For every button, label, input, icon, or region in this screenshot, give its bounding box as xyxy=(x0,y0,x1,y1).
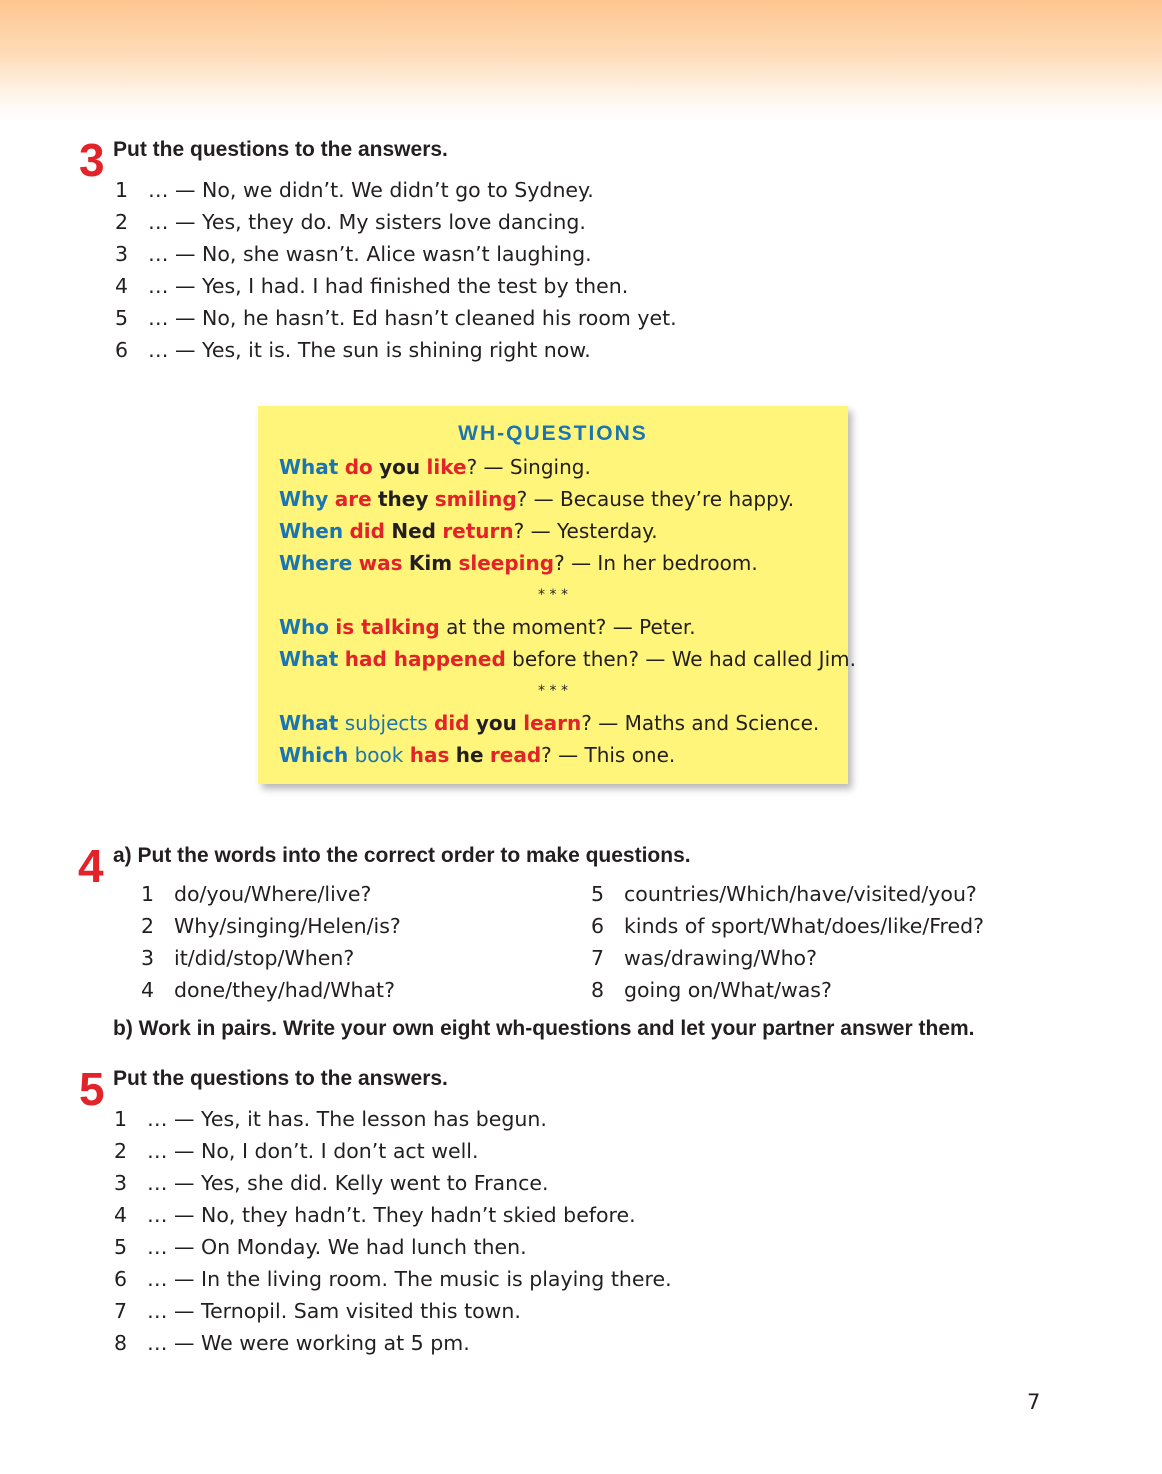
list-item xyxy=(591,878,984,910)
list-item xyxy=(115,302,677,334)
example-segment: did xyxy=(349,519,385,543)
list-item xyxy=(114,1327,672,1359)
example-line xyxy=(279,547,856,579)
item-number: 7 xyxy=(591,946,605,970)
item-number: 5 xyxy=(114,1235,128,1259)
item-number: 8 xyxy=(591,978,605,1002)
example-segment: you xyxy=(379,455,421,479)
item-number: 4 xyxy=(141,978,155,1002)
exercise-4-right-list xyxy=(591,878,984,1006)
item-number: 3 xyxy=(114,1171,128,1195)
example-segment: Kim xyxy=(408,551,453,575)
example-segment: ? — Maths and Science. xyxy=(581,711,820,735)
item-number: 5 xyxy=(591,882,605,906)
item-text: … — No, they hadn’t. They hadn’t skied before. xyxy=(147,1203,636,1227)
item-number: 1 xyxy=(114,1107,128,1131)
example-segment: had happened xyxy=(344,647,506,671)
example-line xyxy=(279,451,856,483)
example-segment: Which xyxy=(279,743,349,767)
item-number: 8 xyxy=(114,1331,128,1355)
list-item xyxy=(114,1231,672,1263)
list-item xyxy=(114,1263,672,1295)
list-item xyxy=(114,1103,672,1135)
wh-questions-box xyxy=(258,406,856,784)
example-line xyxy=(279,739,856,771)
example-segment: he xyxy=(455,743,484,767)
item-text: kinds of sport/What/does/like/Fred? xyxy=(624,914,985,938)
list-item xyxy=(115,270,677,302)
item-text: … — No, we didn’t. We didn’t go to Sydney. xyxy=(148,178,594,202)
item-text: was/drawing/Who? xyxy=(624,946,817,970)
item-number: 1 xyxy=(141,882,155,906)
item-text: … — We were working at 5 pm. xyxy=(147,1331,470,1355)
item-text: … — Ternopil. Sam visited this town. xyxy=(147,1299,521,1323)
list-item xyxy=(141,910,401,942)
item-number: 6 xyxy=(591,914,605,938)
wh-questions-examples xyxy=(279,451,856,771)
example-segment: ? — Yesterday. xyxy=(513,519,658,543)
item-number: 2 xyxy=(114,1139,128,1163)
exercise-3-number: 3 xyxy=(79,134,105,186)
exercise-5-list xyxy=(114,1103,672,1359)
exercise-4-number: 4 xyxy=(78,840,104,892)
item-number: 3 xyxy=(115,242,129,266)
item-text: … — Yes, they do. My sisters love dancing. xyxy=(148,210,586,234)
exercise-5-title: Put the questions to the answers. xyxy=(113,1067,448,1090)
item-text: … — In the living room. The music is playing there. xyxy=(147,1267,672,1291)
item-number: 2 xyxy=(141,914,155,938)
item-text: it/did/stop/When? xyxy=(174,946,355,970)
item-text: do/you/Where/live? xyxy=(174,882,372,906)
example-segment: subjects xyxy=(344,711,428,735)
item-number: 4 xyxy=(115,274,129,298)
item-text: … — No, I don’t. I don’t act well. xyxy=(147,1139,479,1163)
example-segment: has xyxy=(409,743,450,767)
exercise-3-list xyxy=(115,174,677,366)
example-segment: smiling xyxy=(434,487,517,511)
item-text: Why/singing/Helen/is? xyxy=(174,914,401,938)
example-segment: What xyxy=(279,455,339,479)
exercise-5-number: 5 xyxy=(79,1063,105,1115)
example-segment: they xyxy=(378,487,429,511)
exercise-4-left-list xyxy=(141,878,401,1006)
item-text: countries/Which/have/visited/you? xyxy=(624,882,977,906)
page-number: 7 xyxy=(1027,1390,1041,1414)
example-segment: before then? — We had called Jim. xyxy=(505,647,856,671)
example-line xyxy=(279,515,856,547)
example-segment: Who xyxy=(279,615,330,639)
exercise-3-title: Put the questions to the answers. xyxy=(113,138,448,161)
item-number: 3 xyxy=(141,946,155,970)
item-text: … — No, she wasn’t. Alice wasn’t laughing. xyxy=(148,242,592,266)
header-band xyxy=(0,0,1162,120)
list-item xyxy=(114,1167,672,1199)
example-segment: What xyxy=(279,711,339,735)
example-segment: sleeping xyxy=(458,551,555,575)
example-segment: Ned xyxy=(391,519,436,543)
item-number: 4 xyxy=(114,1203,128,1227)
list-item xyxy=(115,206,677,238)
item-text: … — Yes, it is. The sun is shining right now. xyxy=(148,338,591,362)
example-segment: read xyxy=(489,743,542,767)
example-segment: like xyxy=(426,455,467,479)
separator: * * * xyxy=(538,587,568,603)
list-item xyxy=(114,1135,672,1167)
list-item xyxy=(141,942,401,974)
example-segment: at the moment? — Peter. xyxy=(439,615,696,639)
item-number: 6 xyxy=(114,1267,128,1291)
item-number: 1 xyxy=(115,178,129,202)
example-segment: did xyxy=(434,711,470,735)
exercise-4a-title: a) Put the words into the correct order to make questions. xyxy=(113,844,691,867)
example-line xyxy=(279,643,856,675)
item-text: … — Yes, I had. I had finished the test by then. xyxy=(148,274,629,298)
list-item xyxy=(591,974,984,1006)
list-item xyxy=(591,910,984,942)
example-segment: Why xyxy=(279,487,329,511)
item-text: done/they/had/What? xyxy=(174,978,395,1002)
exercise-4b-title: b) Work in pairs. Write your own eight wh-questions and let your partner answer them. xyxy=(113,1017,975,1040)
example-segment: you xyxy=(475,711,517,735)
example-segment: What xyxy=(279,647,339,671)
list-item xyxy=(115,238,677,270)
example-segment: return xyxy=(442,519,514,543)
example-line xyxy=(279,611,856,643)
item-number: 6 xyxy=(115,338,129,362)
example-segment: is talking xyxy=(335,615,440,639)
item-text: … — On Monday. We had lunch then. xyxy=(147,1235,527,1259)
example-segment: ? — In her bedroom. xyxy=(554,551,758,575)
example-segment: ? — Because they’re happy. xyxy=(516,487,795,511)
example-line xyxy=(279,707,856,739)
example-segment: do xyxy=(344,455,373,479)
example-line xyxy=(279,483,856,515)
item-text: going on/What/was? xyxy=(624,978,832,1002)
item-number: 7 xyxy=(114,1299,128,1323)
item-number: 2 xyxy=(115,210,129,234)
wh-questions-title: WH-QUESTIONS xyxy=(458,422,648,445)
item-number: 5 xyxy=(115,306,129,330)
list-item xyxy=(114,1295,672,1327)
list-item xyxy=(141,974,401,1006)
example-segment: book xyxy=(354,743,404,767)
example-segment: When xyxy=(279,519,344,543)
list-item xyxy=(141,878,401,910)
list-item xyxy=(115,334,677,366)
list-item xyxy=(114,1199,672,1231)
example-segment: learn xyxy=(523,711,582,735)
example-segment: Where xyxy=(279,551,353,575)
example-segment: ? — This one. xyxy=(541,743,676,767)
list-item xyxy=(115,174,677,206)
example-segment: was xyxy=(358,551,403,575)
separator: * * * xyxy=(538,683,568,699)
item-text: … — No, he hasn’t. Ed hasn’t cleaned his room yet. xyxy=(148,306,677,330)
item-text: … — Yes, she did. Kelly went to France. xyxy=(147,1171,549,1195)
list-item xyxy=(591,942,984,974)
example-segment: are xyxy=(334,487,372,511)
item-text: … — Yes, it has. The lesson has begun. xyxy=(147,1107,547,1131)
example-segment: ? — Singing. xyxy=(466,455,591,479)
